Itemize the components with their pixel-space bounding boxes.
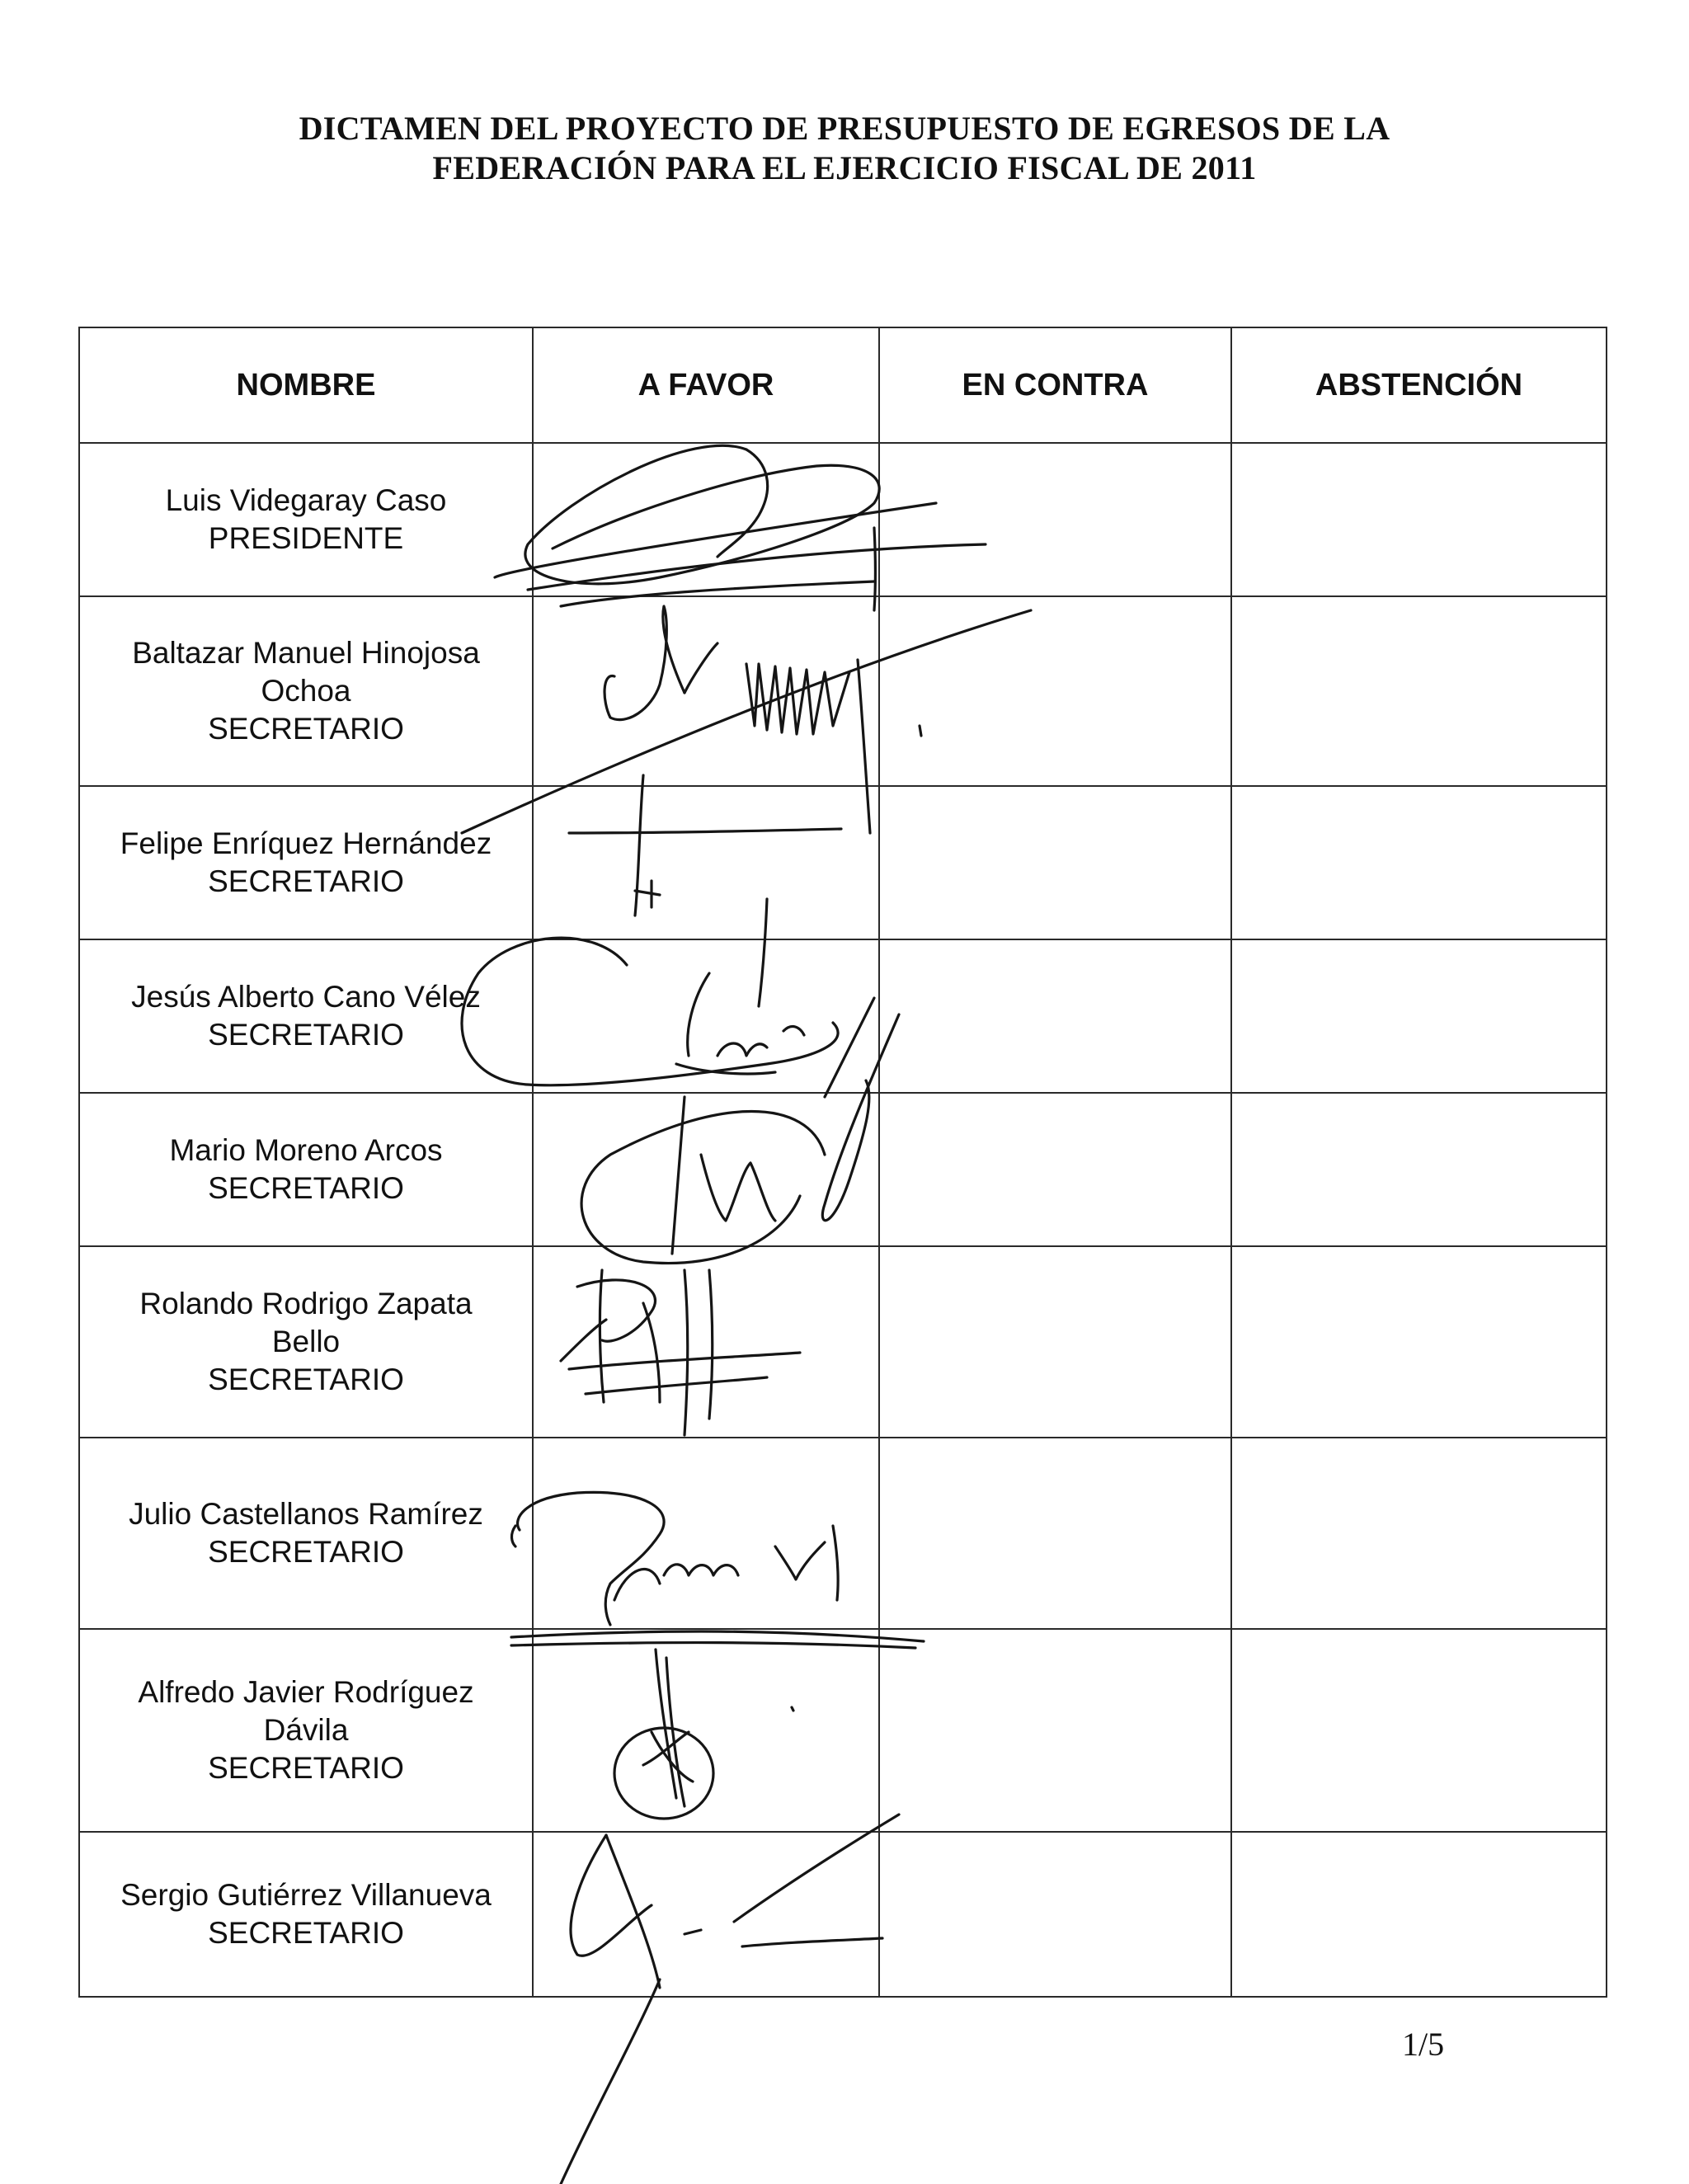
member-name-continued: Dávila — [263, 1713, 349, 1747]
vote-en-contra-cell — [879, 786, 1231, 939]
table-row — [79, 443, 1607, 596]
member-name: Sergio Gutiérrez Villanueva — [120, 1878, 492, 1912]
member-name-cell — [79, 939, 533, 1093]
member-name-cell — [79, 1438, 533, 1629]
vote-abstencion-cell — [1231, 786, 1607, 939]
vote-abstencion-cell — [1231, 1438, 1607, 1629]
title-line-2: FEDERACIÓN PARA EL EJERCICIO FISCAL DE 2011 — [432, 149, 1257, 186]
vote-en-contra-cell — [879, 1438, 1231, 1629]
table-row — [79, 1438, 1607, 1629]
table-row — [79, 786, 1607, 939]
vote-en-contra-cell — [879, 1832, 1231, 1997]
vote-table — [78, 327, 1607, 1998]
member-role: SECRETARIO — [208, 864, 404, 898]
vote-en-contra-cell — [879, 443, 1231, 596]
member-name-cell — [79, 786, 533, 939]
vote-a-favor-cell — [533, 1629, 879, 1832]
member-name: Luis Videgaray Caso — [165, 483, 447, 517]
member-role: SECRETARIO — [208, 1018, 404, 1052]
member-name-continued: Ochoa — [261, 674, 351, 708]
member-name: Felipe Enríquez Hernández — [120, 826, 492, 860]
vote-a-favor-cell — [533, 443, 879, 596]
vote-en-contra-cell — [879, 1246, 1231, 1438]
member-name: Baltazar Manuel Hinojosa — [132, 636, 480, 670]
vote-a-favor-cell — [533, 786, 879, 939]
title-line-1: DICTAMEN DEL PROYECTO DE PRESUPUESTO DE EGRESOS DE LA — [299, 110, 1390, 147]
vote-en-contra-cell — [879, 596, 1231, 786]
vote-abstencion-cell — [1231, 1629, 1607, 1832]
table-row — [79, 1246, 1607, 1438]
member-name: Alfredo Javier Rodríguez — [138, 1675, 474, 1709]
page-number: 1/5 — [1402, 2026, 1445, 2063]
vote-abstencion-cell — [1231, 596, 1607, 786]
document-title — [0, 109, 1689, 188]
header-en-contra: EN CONTRA — [879, 327, 1231, 443]
vote-a-favor-cell — [533, 939, 879, 1093]
vote-abstencion-cell — [1231, 939, 1607, 1093]
table-row — [79, 596, 1607, 786]
table-row — [79, 939, 1607, 1093]
member-name-cell — [79, 1246, 533, 1438]
table-row — [79, 1832, 1607, 1997]
vote-a-favor-cell — [533, 1093, 879, 1246]
vote-abstencion-cell — [1231, 443, 1607, 596]
member-role: PRESIDENTE — [208, 521, 404, 555]
member-role: SECRETARIO — [208, 1751, 404, 1785]
member-role: SECRETARIO — [208, 1535, 404, 1569]
member-role: SECRETARIO — [208, 1363, 404, 1396]
vote-a-favor-cell — [533, 1438, 879, 1629]
vote-en-contra-cell — [879, 1629, 1231, 1832]
vote-abstencion-cell — [1231, 1832, 1607, 1997]
vote-a-favor-cell — [533, 1832, 879, 1997]
member-name-cell — [79, 1093, 533, 1246]
member-name-cell — [79, 443, 533, 596]
table-row — [79, 1093, 1607, 1246]
member-name: Julio Castellanos Ramírez — [129, 1497, 483, 1531]
vote-en-contra-cell — [879, 939, 1231, 1093]
member-name: Mario Moreno Arcos — [169, 1133, 443, 1167]
header-a-favor: A FAVOR — [533, 327, 879, 443]
member-name-cell — [79, 1832, 533, 1997]
vote-a-favor-cell — [533, 1246, 879, 1438]
member-role: SECRETARIO — [208, 712, 404, 746]
member-role: SECRETARIO — [208, 1171, 404, 1205]
member-name: Jesús Alberto Cano Vélez — [131, 980, 481, 1014]
table-row — [79, 1629, 1607, 1832]
header-abstencion: ABSTENCIÓN — [1231, 327, 1607, 443]
vote-abstencion-cell — [1231, 1246, 1607, 1438]
vote-a-favor-cell — [533, 596, 879, 786]
member-name: Rolando Rodrigo Zapata — [139, 1287, 473, 1320]
header-row — [79, 327, 1607, 443]
member-name-continued: Bello — [271, 1325, 341, 1358]
header-nombre: NOMBRE — [79, 327, 533, 443]
vote-en-contra-cell — [879, 1093, 1231, 1246]
member-role: SECRETARIO — [208, 1916, 404, 1950]
member-name-cell — [79, 1629, 533, 1832]
vote-abstencion-cell — [1231, 1093, 1607, 1246]
member-name-cell — [79, 596, 533, 786]
